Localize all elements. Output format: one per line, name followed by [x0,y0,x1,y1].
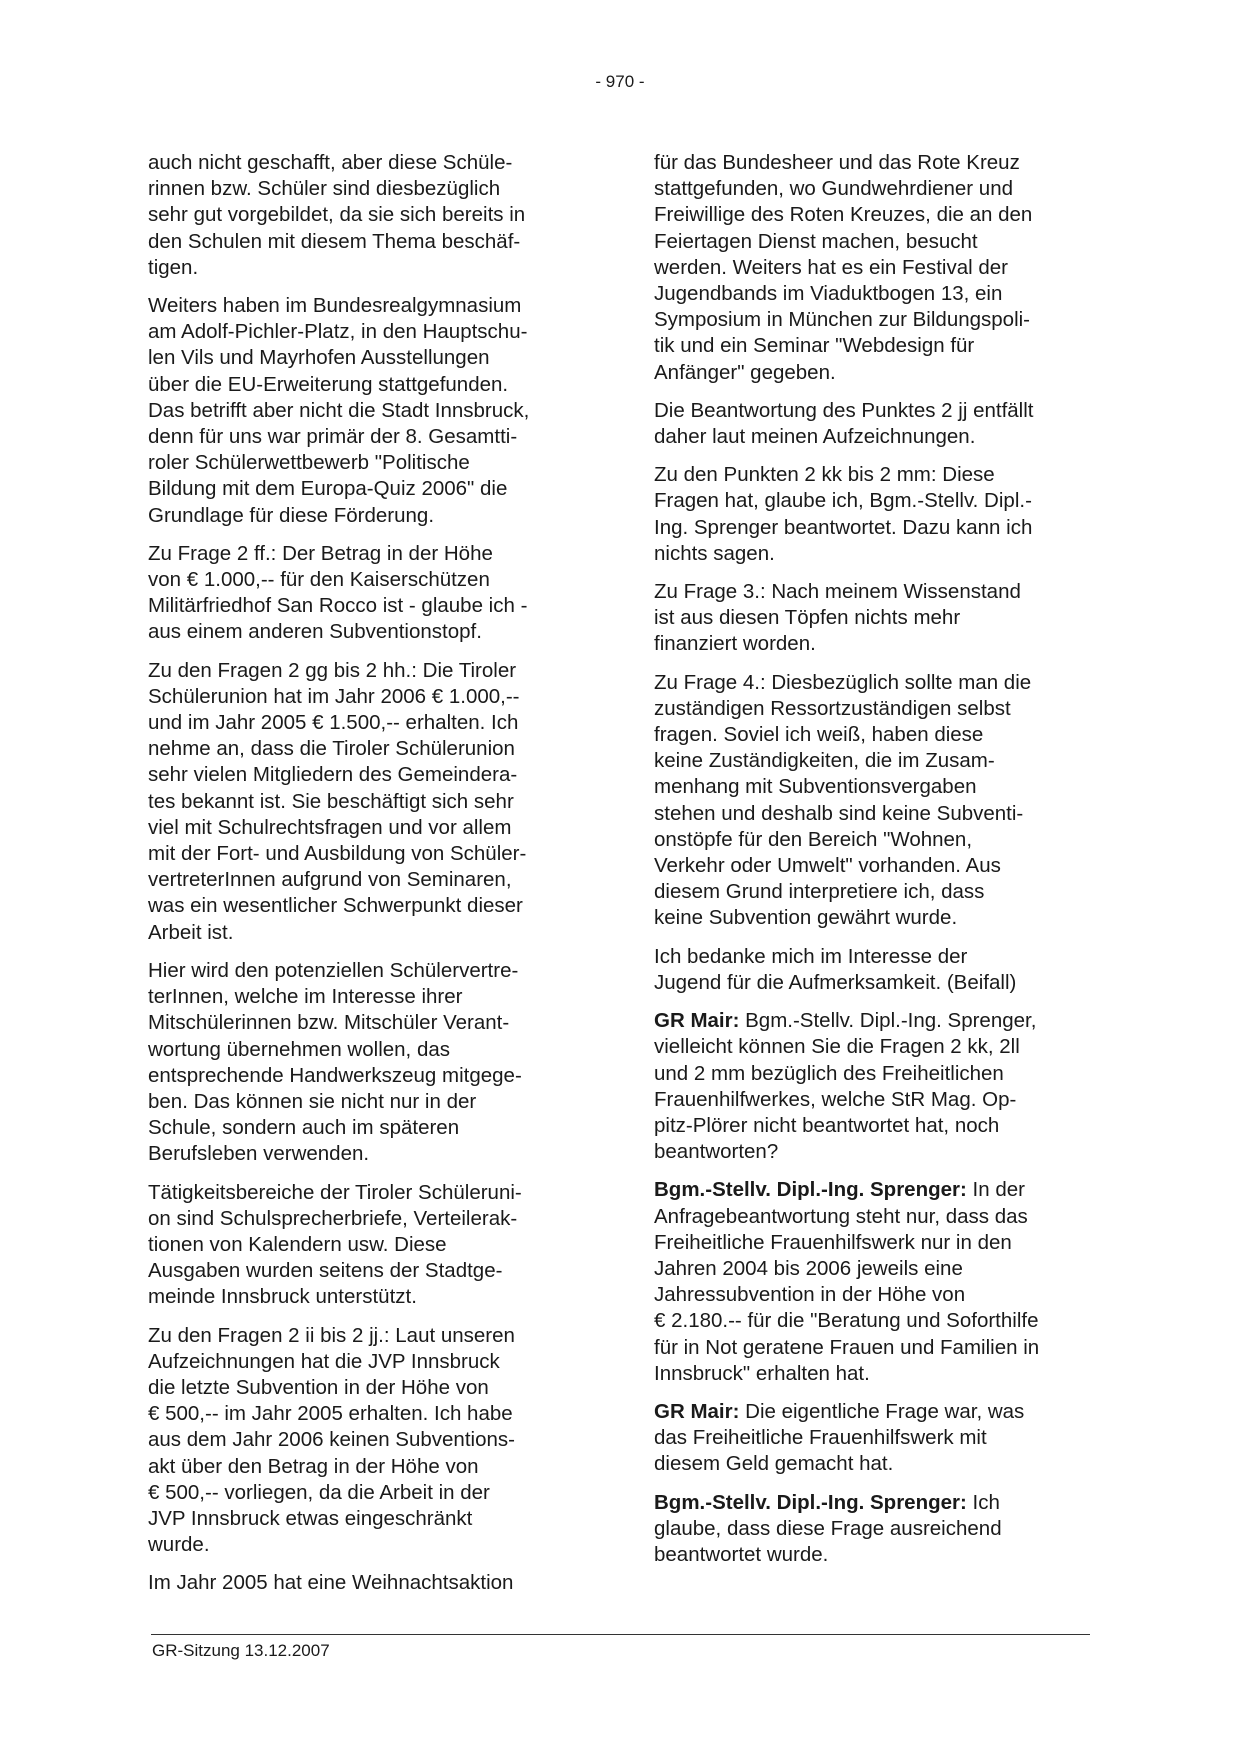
left-column [148,150,578,1609]
right-paragraph-4: Zu Frage 3.: Nach meinem Wissenstand ist aus diesen Töpfen nichts mehr finanziert worden. [654,580,1021,656]
speech-sprenger-2 [654,1490,1094,1569]
footer-session-date: GR-Sitzung 13.12.2007 [152,1641,330,1660]
speech-text: Ich glaube, dass diese Frage ausreichend beantwortet wurde. [654,1490,1002,1566]
left-paragraph-6: Tätigkeitsbereiche der Tiroler Schüleruni- on sind Schulsprecherbriefe, Verteilerak- tionen von Kalendern usw. Diese Ausgaben wurden seitens der Stadtge- meinde Innsbruck unterstützt. [148,1180,522,1309]
right-paragraph-5: Zu Frage 4.: Diesbezüglich sollte man die zuständigen Ressortzuständigen selbst fragen. Soviel ich weiß, haben diese keine Zuständigkeiten, die im Zusam- menhang mit Subventionsvergaben stehen und deshalb sind keine Subventi- onstöpfe für den Bereich "Wohnen, Verkehr oder Umwelt" vorhanden. Aus diesem Grund interpretiere ich, dass keine Subvention gewährt wurde. [654,670,1032,930]
page-number: - 970 - [595,72,645,91]
speaker-label: Bgm.-Stellv. Dipl.-Ing. Sprenger: [654,1178,967,1202]
speech-gr-mair-1 [654,1008,1094,1165]
speaker-label: GR Mair: [654,1009,740,1033]
right-column [654,150,1094,1580]
left-paragraph-2: Weiters haben im Bundesrealgymnasium am Adolf-Pichler-Platz, in den Hauptschu- len Vils und Mayrhofen Ausstellungen über die EU-Erweiterung stattgefunden. Das betrifft aber nicht die Stadt Innsbruck, denn für uns war primär der 8. Gesamtti- roler Schülerwettbewerb "Politische Bildung mit dem Europa-Quiz 2006" die Grundlage für diese Förderung. [148,294,530,527]
left-paragraph-1: auch nicht geschafft, aber diese Schüle- rinnen bzw. Schüler sind diesbezüglich sehr gut vorgebildet, da sie sich bereits in den Schulen mit diesem Thema beschäf- tigen. [148,151,526,279]
speech-text: Die eigentliche Frage war, was das Freiheitliche Frauenhilfswerk mit diesem Geld gemacht hat. [654,1399,1025,1476]
left-paragraph-8: Im Jahr 2005 hat eine Weihnachtsaktion [148,1571,514,1595]
left-paragraph-3: Zu Frage 2 ff.: Der Betrag in der Höhe von € 1.000,-- für den Kaiserschützen Militärfriedhof San Rocco ist - glaube ich - aus einem anderen Subventionstopf. [148,541,528,644]
speech-gr-mair-2 [654,1399,1094,1478]
right-paragraph-6: Ich bedanke mich im Interesse der Jugend für die Aufmerksamkeit. (Beifall) [654,944,1017,994]
speech-sprenger-1 [654,1177,1094,1387]
right-paragraph-3: Zu den Punkten 2 kk bis 2 mm: Diese Fragen hat, glaube ich, Bgm.-Stellv. Dipl.- Ing. Sprenger beantwortet. Dazu kann ich nichts sagen. [654,463,1033,565]
right-paragraph-1: für das Bundesheer und das Rote Kreuz stattgefunden, wo Gundwehrdiener und Freiwillige des Roten Kreuzes, die an den Feiertagen Dienst machen, besucht werden. Weiters hat es ein Festival der Jugendbands im Viaduktbogen 13, ein Symposium in München zur Bildungspoli- tik und ein Seminar "Webdesign für Anfänger" gegeben. [654,151,1033,384]
left-paragraph-4: Zu den Fragen 2 gg bis 2 hh.: Die Tiroler Schülerunion hat im Jahr 2006 € 1.000,-- und im Jahr 2005 € 1.500,-- erhalten. Ich nehme an, dass die Tiroler Schülerunion sehr vielen Mitgliedern des Gemeindera- tes bekannt ist. Sie beschäftigt sich sehr viel mit Schulrechtsfragen und vor allem mit der Fort- und Ausbildung von Schüler- vertreterInnen aufgrund von Seminaren, was ein wesentlicher Schwerpunkt dieser Arbeit ist. [148,658,527,944]
speech-text: In der Anfragebeantwortung steht nur, dass das Freiheitliche Frauenhilfswerk nur in den Jahren 2004 bis 2006 jeweils eine Jahressubvention in der Höhe von € 2.180.-- für die "Beratung und Soforthilfe für in Not geratene Frauen und Familien in Innsbruck" erhalten hat. [654,1178,1040,1385]
left-paragraph-5: Hier wird den potenziellen Schülervertre- terInnen, welche im Interesse ihrer Mitschülerinnen bzw. Mitschüler Verant- wortung übernehmen wollen, das entsprechende Handwerkszeug mitgege- ben. Das können sie nicht nur in der Schule, sondern auch im späteren Berufsleben verwenden. [148,958,522,1166]
speaker-label: GR Mair: [654,1399,740,1423]
speaker-label: Bgm.-Stellv. Dipl.-Ing. Sprenger: [654,1490,967,1514]
right-paragraph-2: Die Beantwortung des Punktes 2 jj entfällt daher laut meinen Aufzeichnungen. [654,398,1034,449]
left-paragraph-7: Zu den Fragen 2 ii bis 2 jj.: Laut unseren Aufzeichnungen hat die JVP Innsbruck die letzte Subvention in der Höhe von € 500,-- im Jahr 2005 erhalten. Ich habe aus dem Jahr 2006 keinen Subventions- akt über den Betrag in der Höhe von € 500,-- vorliegen, da die Arbeit in der JVP Innsbruck etwas eingeschränkt wurde. [148,1323,515,1557]
speech-text: Bgm.-Stellv. Dipl.-Ing. Sprenger, vielleicht können Sie die Fragen 2 kk, 2ll und 2 mm bezüglich des Freiheitlichen Frauenhilfwerkes, welche StR Mag. Op- pitz-Plörer nicht beantwortet hat, noch beantworten? [654,1009,1037,1164]
footer-divider [151,1634,1090,1635]
